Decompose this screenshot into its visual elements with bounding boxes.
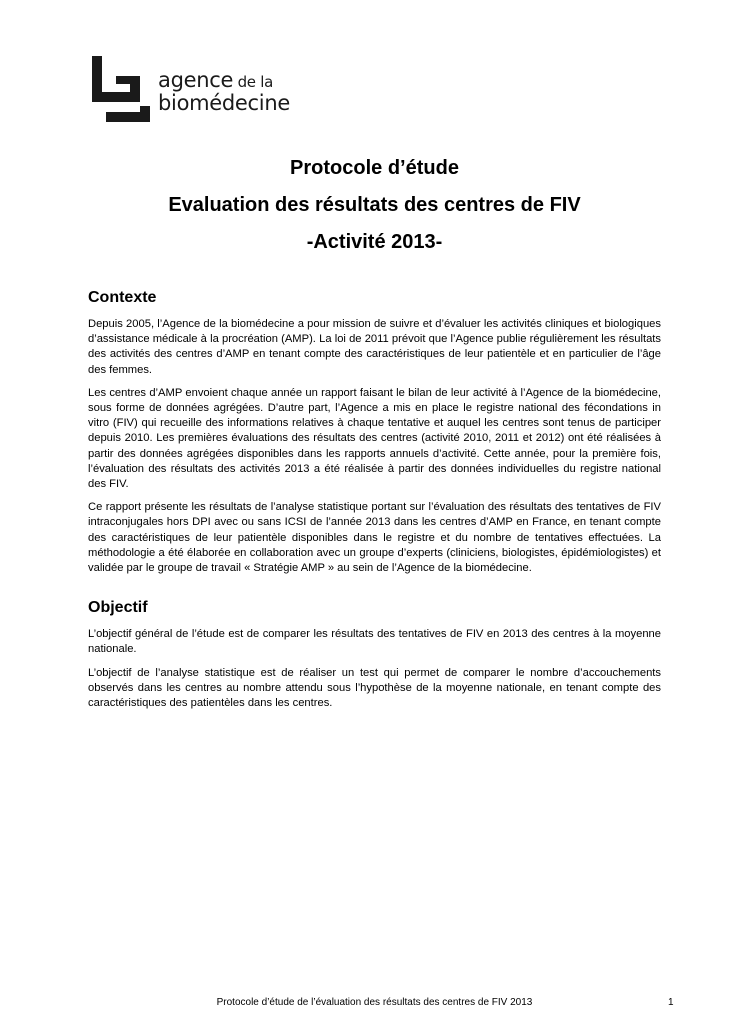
document-body	[88, 288, 661, 719]
section-heading: Contexte	[88, 289, 157, 306]
logo-line-1	[158, 70, 290, 91]
document-title	[0, 150, 749, 261]
section-objectif	[88, 598, 661, 711]
agence-logo-mark-icon	[92, 56, 150, 122]
title-line-1: Protocole d’étude	[290, 157, 459, 179]
logo-wordmark	[158, 70, 290, 114]
page-number: 1	[668, 997, 674, 1008]
agence-biomedecine-logo	[92, 56, 322, 126]
logo-de-la: de la	[233, 73, 273, 91]
section-heading: Objectif	[88, 599, 148, 617]
logo-agence: agence	[158, 68, 234, 92]
paragraph: L’objectif général de l’étude est de comparer les résultats des tentatives de FIV en 2013 des centres à la moyenne nationale.	[88, 628, 661, 656]
paragraph: L’objectif de l’analyse statistique est de réaliser un test qui permet de comparer le nombre d’accouchements observés dans les centres au nombre attendu sous l’hypothèse de la moyenne nationale, en tenant compte des caractéristiques des patientèles dans les centres.	[88, 666, 661, 710]
paragraph: Depuis 2005, l’Agence de la biomédecine a pour mission de suivre et d’évaluer les activités cliniques et biologiques d’assistance médicale à la procréation (AMP). La loi de 2011 prévoit que l’Agence publie régulièrement les résultats des activités des centres d’AMP en tenant compte des caractéristiques de leur patientèle et en particulier de l’âge des femmes.	[88, 318, 661, 376]
paragraph: Ce rapport présente les résultats de l’analyse statistique portant sur l’évaluation des résultats des tentatives de FIV intraconjugales hors DPI avec ou sans ICSI de l’année 2013 dans les centres d’AMP en France, en tenant compte des caractéristiques de leur patientèle disponibles dans le registre et du nombre de tentatives effectuées. La méthodologie a été élaborée en collaboration avec un groupe d’experts (cliniciens, biologistes, épidémiologistes) et validée par le groupe de travail « Stratégie AMP » au sein de l’Agence de la biomédecine.	[88, 501, 661, 575]
title-line-2: Evaluation des résultats des centres de FIV	[168, 194, 581, 216]
paragraph: Les centres d’AMP envoient chaque année un rapport faisant le bilan de leur activité à l’Agence de la biomédecine, sous forme de données agrégées. D’autre part, l’Agence a mis en place le registre national des fécondations in vitro (FIV) qui recueille des informations relatives à chaque tentative et auquel les centres sont tenus de participer depuis 2010. Les premières évaluations des résultats des centres (activité 2010, 2011 et 2012) ont été réalisées à partir des données agrégées disponibles dans les rapports annuels d’activité. Cette année, pour la première fois, l’évaluation des résultats des activités 2013 a été réalisée à partir des données individuelles du registre national des FIV.	[88, 386, 661, 491]
section-contexte	[88, 288, 661, 576]
title-line-3: -Activité 2013-	[306, 231, 443, 253]
footer-title: Protocole d’étude de l’évaluation des résultats des centres de FIV 2013	[216, 997, 533, 1008]
logo-line-2: biomédecine	[158, 91, 290, 115]
